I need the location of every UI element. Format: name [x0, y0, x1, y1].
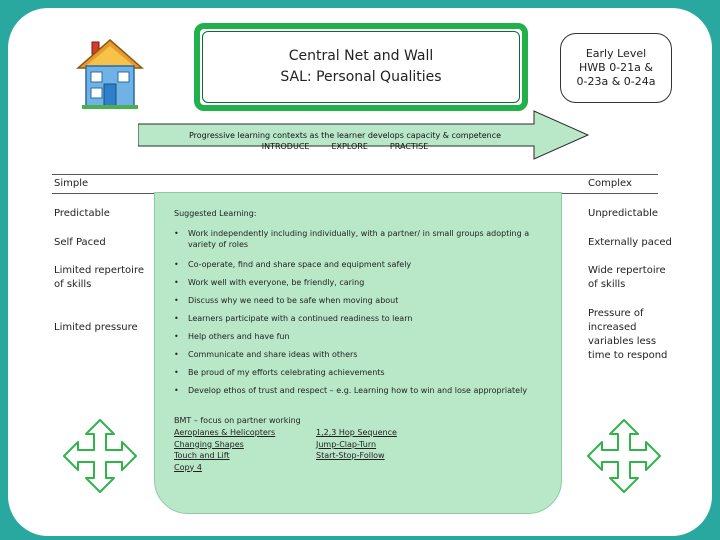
- list-item: [174, 277, 544, 288]
- bullet-icon: •: [174, 386, 179, 395]
- link-changing-shapes[interactable]: Changing Shapes: [174, 439, 244, 449]
- list-item-text: Help others and have fun: [188, 332, 290, 341]
- link-hop-sequence[interactable]: 1,2,3 Hop Sequence: [316, 428, 397, 437]
- right-item-pressure: Pressure of increased variables less time to respond: [588, 308, 668, 361]
- stage-explore: EXPLORE: [331, 142, 368, 151]
- level-box: [560, 33, 672, 103]
- link-start-stop-follow[interactable]: Start-Stop-Follow: [316, 451, 385, 460]
- house-icon: [76, 38, 144, 110]
- title-box: [194, 23, 528, 111]
- progression-text-block: [150, 130, 540, 152]
- bullet-icon: •: [174, 229, 179, 238]
- list-item-text: Communicate and share ideas with others: [188, 350, 358, 359]
- list-item-text: Learners participate with a continued readiness to learn: [188, 314, 413, 323]
- stage-introduce: INTRODUCE: [261, 142, 310, 151]
- list-item: [174, 313, 544, 324]
- list-item: [174, 331, 544, 342]
- link-copy-4[interactable]: Copy 4: [174, 462, 202, 472]
- list-item-text: Co-operate, find and share space and equipment safely: [188, 260, 412, 269]
- right-item-externally-paced: Externally paced: [588, 237, 672, 248]
- link-aeroplanes-helicopters[interactable]: Aeroplanes & Helicopters: [174, 428, 276, 437]
- list-item: [174, 349, 544, 360]
- bullet-icon: •: [174, 332, 179, 341]
- title-line-1: Central Net and Wall: [288, 48, 434, 64]
- left-item-limited-repertoire: Limited repertoire of skills: [54, 265, 144, 290]
- list-item-text: Work independently including individually, with a partner/ in small groups adopting a variety of roles: [188, 229, 530, 249]
- list-item: [174, 367, 544, 378]
- bullet-icon: •: [174, 350, 179, 359]
- link-touch-and-lift[interactable]: Touch and Lift: [174, 451, 230, 460]
- link-jump-clap-turn[interactable]: Jump-Clap-Turn: [316, 439, 377, 449]
- bullet-icon: •: [174, 314, 179, 323]
- scale-bar: [52, 174, 658, 194]
- list-item-text: Develop ethos of trust and respect – e.g. Learning how to win and lose appropriately: [188, 386, 528, 395]
- stage-practise: PRACTISE: [389, 142, 429, 151]
- scale-simple-label: Simple: [54, 178, 89, 189]
- list-item-text: Discuss why we need to be safe when moving about: [188, 296, 399, 305]
- four-way-arrows-icon: [586, 418, 662, 494]
- left-item-self-paced: Self Paced: [54, 237, 106, 248]
- list-item: [174, 295, 544, 306]
- level-line-2: HWB 0-21a &: [579, 61, 653, 74]
- left-item-predictable: Predictable: [54, 208, 110, 219]
- progression-text: Progressive learning contexts as the learner develops capacity & competence: [188, 131, 502, 140]
- list-item: [174, 228, 544, 250]
- left-item-limited-pressure: Limited pressure: [54, 322, 138, 333]
- right-item-wide-repertoire: Wide repertoire of skills: [588, 265, 666, 290]
- right-item-unpredictable: Unpredictable: [588, 208, 658, 219]
- progression-stages: [150, 141, 540, 152]
- suggested-learning-heading: Suggested Learning:: [174, 209, 257, 218]
- list-item: [174, 385, 544, 396]
- bullet-icon: •: [174, 260, 179, 269]
- list-item: [174, 259, 544, 270]
- bullet-icon: •: [174, 368, 179, 377]
- bmt-heading: BMT – focus on partner working: [174, 416, 301, 425]
- scale-complex-label: Complex: [588, 178, 632, 189]
- bullet-icon: •: [174, 278, 179, 287]
- level-line-3: 0-23a & 0-24a: [576, 75, 656, 88]
- bullet-icon: •: [174, 296, 179, 305]
- list-item-text: Work well with everyone, be friendly, caring: [188, 278, 365, 287]
- four-way-arrows-icon: [62, 418, 138, 494]
- level-line-1: Early Level: [585, 47, 647, 60]
- title-line-2: SAL: Personal Qualities: [280, 69, 442, 85]
- title-inner: [202, 31, 520, 103]
- list-item-text: Be proud of my efforts celebrating achievements: [188, 368, 385, 377]
